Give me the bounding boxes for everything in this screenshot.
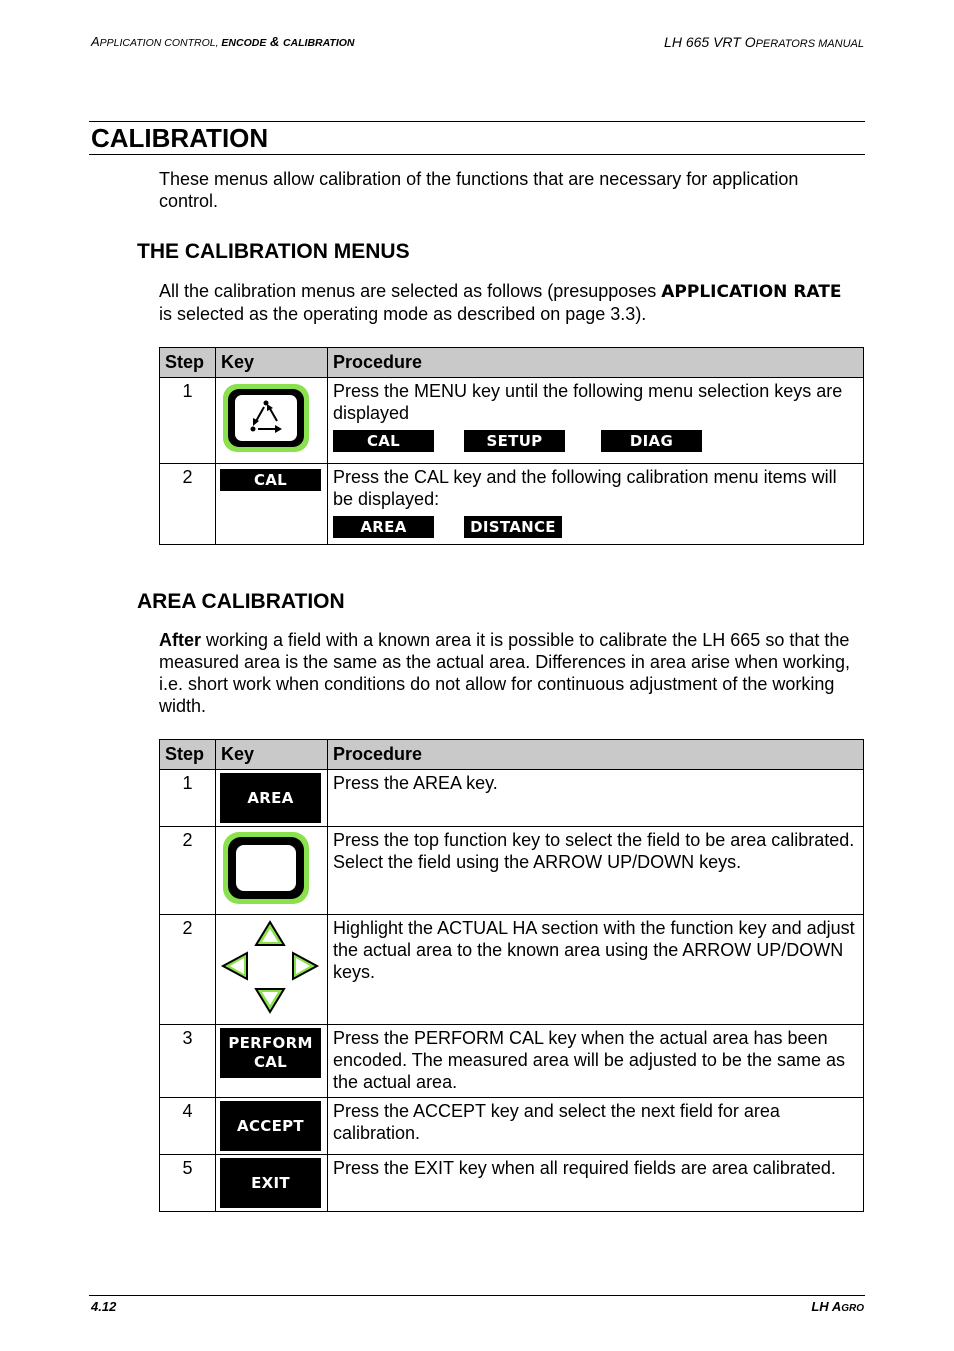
step-number: 5 [160, 1155, 216, 1212]
running-header-left: APPLICATION CONTROL, ENCODE & CALIBRATION [91, 34, 355, 49]
key-cell [216, 464, 328, 545]
arrow-keys-icon[interactable] [220, 918, 320, 1016]
key-cell [216, 827, 328, 915]
softkey-row [333, 430, 858, 452]
key-cell [216, 770, 328, 827]
step-number: 1 [160, 378, 216, 464]
procedure-text: Press the AREA key. [328, 770, 864, 827]
area-key[interactable]: AREA [220, 773, 321, 823]
column-header-procedure: Procedure [328, 348, 864, 378]
column-header-step: Step [160, 740, 216, 770]
perform-cal-key[interactable] [220, 1028, 321, 1078]
table-header-row [160, 740, 864, 770]
page-title: CALIBRATION [91, 123, 269, 153]
section-heading-calibration-menus: THE CALIBRATION MENUS [137, 240, 410, 263]
table-row [160, 378, 864, 464]
softkey-cal[interactable]: CAL [333, 430, 434, 452]
table-row [160, 770, 864, 827]
table-row [160, 464, 864, 545]
key-cell [216, 915, 328, 1025]
step-number: 2 [160, 464, 216, 545]
column-header-procedure: Procedure [328, 740, 864, 770]
step-number: 3 [160, 1025, 216, 1098]
running-header-right: LH 665 VRT OPERATORS MANUAL [664, 34, 864, 50]
procedure-text: Press the CAL key and the following calibration menu items will be displayed: [333, 467, 837, 509]
procedure-text: Press the top function key to select the field to be area calibrated. Select the field using the ARROW UP/DOWN keys. [328, 827, 864, 915]
page-number: 4.12 [91, 1299, 117, 1314]
table-row [160, 1155, 864, 1212]
section1-paragraph: All the calibration menus are selected as follows (presupposes APPLICATION RATE is selected as the operating mode as described on page 3.3). [159, 281, 842, 324]
step-number: 2 [160, 915, 216, 1025]
exit-key[interactable]: EXIT [220, 1158, 321, 1208]
softkey-distance[interactable]: DISTANCE [464, 516, 562, 538]
key-cell [216, 1098, 328, 1155]
softkey-area[interactable]: AREA [333, 516, 434, 538]
title-bottom-rule [89, 154, 865, 155]
column-header-key: Key [216, 740, 328, 770]
function-key-icon[interactable] [220, 830, 312, 906]
procedure-text: Highlight the ACTUAL HA section with the function key and adjust the actual area to the known area using the ARROW UP/DOWN keys. [328, 915, 864, 1025]
accept-key[interactable]: ACCEPT [220, 1101, 321, 1151]
key-cell [216, 1025, 328, 1098]
key-cell [216, 378, 328, 464]
procedure-text: Press the MENU key until the following menu selection keys are displayed [333, 381, 843, 423]
area-calibration-table [159, 739, 864, 1212]
step-number: 2 [160, 827, 216, 915]
procedure-text: Press the EXIT key when all required fields are area calibrated. [328, 1155, 864, 1212]
section2-paragraph: After working a field with a known area it is possible to calibrate the LH 665 so that the measured area is the same as the actual area. Differences in area arise when working, i.e. short work when conditions do not allow for continuous adjustment of the working width. [159, 630, 851, 716]
step-number: 1 [160, 770, 216, 827]
procedure-text: Press the ACCEPT key and select the next field for area calibration. [328, 1098, 864, 1155]
column-header-key: Key [216, 348, 328, 378]
procedure-cell [328, 378, 864, 464]
title-top-rule [89, 121, 865, 122]
table-row [160, 1025, 864, 1098]
softkey-row [333, 516, 858, 538]
key-label-line2: CAL [253, 1053, 288, 1071]
procedure-cell [328, 464, 864, 545]
procedure-text: Press the PERFORM CAL key when the actual area has been encoded. The measured area will be adjusted to be the same as the actual area. [328, 1025, 864, 1098]
section-heading-area-calibration: AREA CALIBRATION [137, 590, 345, 613]
menu-key-icon[interactable] [220, 381, 312, 455]
table-row [160, 1098, 864, 1155]
table-header-row [160, 348, 864, 378]
softkey-diag[interactable]: DIAG [601, 430, 702, 452]
footer-brand: LH AGRO [811, 1299, 864, 1314]
column-header-step: Step [160, 348, 216, 378]
softkey-setup[interactable]: SETUP [464, 430, 565, 452]
table-row [160, 827, 864, 915]
intro-paragraph: These menus allow calibration of the functions that are necessary for application control. [159, 169, 799, 211]
footer-rule [89, 1295, 865, 1296]
cal-key[interactable]: CAL [220, 469, 321, 491]
calibration-menus-table [159, 347, 864, 545]
step-number: 4 [160, 1098, 216, 1155]
table-row [160, 915, 864, 1025]
key-cell [216, 1155, 328, 1212]
key-label-line1: PERFORM [228, 1034, 313, 1052]
